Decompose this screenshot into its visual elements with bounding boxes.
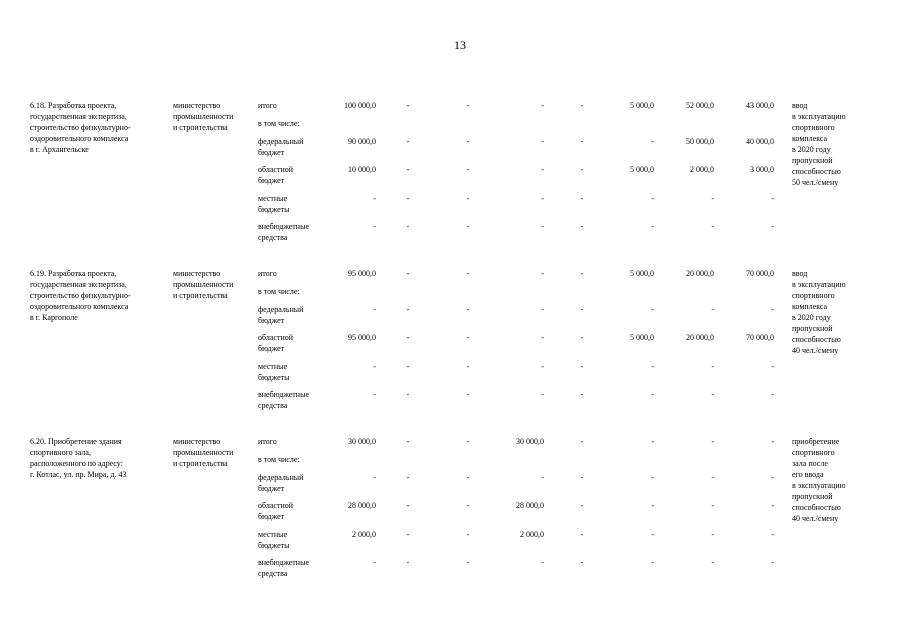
- funding-value: -: [466, 222, 470, 231]
- funding-value: 43 000,0: [746, 101, 774, 110]
- funding-value: -: [580, 194, 584, 203]
- funding-value: -: [466, 473, 470, 482]
- funding-value: -: [771, 501, 774, 510]
- funding-value: -: [711, 473, 714, 482]
- funding-source-label: федеральный бюджет: [258, 137, 304, 157]
- funding-source-label: внебюджетные средства: [258, 558, 309, 578]
- funding-value: -: [541, 269, 544, 278]
- funding-value: -: [466, 333, 470, 342]
- funding-value: -: [373, 305, 376, 314]
- funding-value: 30 000,0: [348, 437, 376, 446]
- funding-value: -: [466, 305, 470, 314]
- funding-value: -: [541, 194, 544, 203]
- funding-value: -: [406, 437, 410, 446]
- executor: министерство промышленности и строительства: [173, 269, 234, 300]
- funding-value: -: [541, 305, 544, 314]
- funding-value: -: [580, 437, 584, 446]
- funding-value: -: [541, 558, 544, 567]
- funding-value: -: [466, 165, 470, 174]
- funding-value: -: [373, 473, 376, 482]
- funding-value: -: [541, 333, 544, 342]
- funding-value: -: [406, 101, 410, 110]
- funding-value: -: [771, 194, 774, 203]
- funding-value: -: [711, 530, 714, 539]
- funding-value: -: [406, 194, 410, 203]
- funding-value: -: [771, 362, 774, 371]
- funding-value: -: [406, 269, 410, 278]
- executor: министерство промышленности и строительства: [173, 101, 234, 132]
- funding-source-label: итого: [258, 269, 277, 278]
- funding-value: -: [771, 305, 774, 314]
- funding-value: -: [711, 222, 714, 231]
- funding-value: -: [466, 501, 470, 510]
- funding-value: 52 000,0: [686, 101, 714, 110]
- funding-value: -: [651, 390, 654, 399]
- funding-value: -: [406, 362, 410, 371]
- funding-source-label: областной бюджет: [258, 165, 294, 185]
- funding-value: -: [651, 437, 654, 446]
- funding-source-label: в том числе:: [258, 119, 300, 128]
- funding-value: -: [466, 362, 470, 371]
- funding-value: -: [541, 137, 544, 146]
- funding-source-label: в том числе:: [258, 455, 300, 464]
- funding-value: -: [651, 222, 654, 231]
- funding-value: -: [771, 222, 774, 231]
- funding-value: -: [466, 558, 470, 567]
- funding-value: -: [406, 222, 410, 231]
- funding-value: -: [466, 269, 470, 278]
- funding-value: -: [711, 362, 714, 371]
- funding-value: -: [771, 437, 774, 446]
- funding-value: -: [541, 390, 544, 399]
- funding-value: -: [466, 437, 470, 446]
- funding-value: -: [580, 473, 584, 482]
- funding-value: 95 000,0: [348, 269, 376, 278]
- funding-source-label: федеральный бюджет: [258, 305, 304, 325]
- funding-value: -: [771, 390, 774, 399]
- funding-value: -: [651, 137, 654, 146]
- measure-title: 6.19. Разработка проекта, государственная экспертиза, строительство физкультурно- оздоровительного комплекса в г. Каргополе: [30, 269, 131, 322]
- funding-value: -: [541, 473, 544, 482]
- funding-value: -: [711, 305, 714, 314]
- funding-value: -: [406, 305, 410, 314]
- funding-value: 28 000,0: [348, 501, 376, 510]
- funding-value: -: [651, 305, 654, 314]
- page-number: 13: [454, 38, 466, 52]
- funding-value: -: [580, 530, 584, 539]
- funding-value: -: [406, 501, 410, 510]
- funding-value: 70 000,0: [746, 269, 774, 278]
- funding-value: -: [651, 501, 654, 510]
- funding-value: -: [466, 530, 470, 539]
- funding-value: -: [541, 362, 544, 371]
- funding-value: -: [373, 222, 376, 231]
- funding-value: 100 000,0: [344, 101, 376, 110]
- funding-value: 70 000,0: [746, 333, 774, 342]
- funding-value: -: [711, 437, 714, 446]
- funding-value: -: [771, 558, 774, 567]
- funding-source-label: местные бюджеты: [258, 530, 290, 550]
- funding-value: -: [406, 333, 410, 342]
- funding-value: -: [580, 222, 584, 231]
- funding-value: 2 000,0: [520, 530, 544, 539]
- funding-value: 90 000,0: [348, 137, 376, 146]
- funding-value: 10 000,0: [348, 165, 376, 174]
- funding-value: 40 000,0: [746, 137, 774, 146]
- expected-result: ввод в эксплуатацию спортивного комплекса в 2020 году пропускной способностью 40 чел./смену: [792, 269, 846, 355]
- funding-value: -: [711, 558, 714, 567]
- expected-result: ввод в эксплуатацию спортивного комплекса в 2020 году пропускной способностью 50 чел./смену: [792, 101, 846, 187]
- funding-value: -: [373, 558, 376, 567]
- funding-value: 20 000,0: [686, 333, 714, 342]
- measure-title: 6.20. Приобретение здания спортивного зала, расположенного по адресу: г. Котлас, ул. пр. Мира, д. 43: [30, 437, 127, 479]
- funding-value: -: [406, 165, 410, 174]
- funding-value: -: [580, 165, 584, 174]
- funding-value: -: [541, 165, 544, 174]
- executor: министерство промышленности и строительства: [173, 437, 234, 468]
- funding-value: -: [651, 194, 654, 203]
- funding-value: 5 000,0: [630, 165, 654, 174]
- funding-value: -: [580, 137, 584, 146]
- funding-value: -: [651, 558, 654, 567]
- funding-value: -: [406, 390, 410, 399]
- funding-value: -: [406, 558, 410, 567]
- funding-value: -: [466, 137, 470, 146]
- funding-value: 2 000,0: [690, 165, 714, 174]
- funding-value: -: [711, 501, 714, 510]
- funding-value: -: [406, 137, 410, 146]
- funding-value: -: [771, 530, 774, 539]
- funding-value: -: [373, 362, 376, 371]
- funding-value: 28 000,0: [516, 501, 544, 510]
- funding-value: -: [406, 530, 410, 539]
- funding-source-label: областной бюджет: [258, 501, 294, 521]
- funding-value: -: [651, 362, 654, 371]
- funding-value: -: [711, 194, 714, 203]
- funding-source-label: местные бюджеты: [258, 362, 290, 382]
- funding-source-label: внебюджетные средства: [258, 390, 309, 410]
- funding-source-label: в том числе:: [258, 287, 300, 296]
- funding-value: -: [651, 530, 654, 539]
- funding-value: -: [373, 390, 376, 399]
- funding-source-label: итого: [258, 101, 277, 110]
- funding-value: -: [580, 362, 584, 371]
- funding-value: 5 000,0: [630, 101, 654, 110]
- funding-value: 20 000,0: [686, 269, 714, 278]
- funding-value: 50 000,0: [686, 137, 714, 146]
- funding-value: -: [580, 333, 584, 342]
- funding-value: -: [541, 101, 544, 110]
- funding-value: -: [466, 194, 470, 203]
- funding-value: -: [466, 101, 470, 110]
- funding-source-label: местные бюджеты: [258, 194, 290, 214]
- funding-value: -: [466, 390, 470, 399]
- funding-source-label: итого: [258, 437, 277, 446]
- funding-value: 5 000,0: [630, 333, 654, 342]
- funding-value: 3 000,0: [750, 165, 774, 174]
- funding-source-label: внебюджетные средства: [258, 222, 309, 242]
- funding-value: -: [580, 101, 584, 110]
- funding-value: -: [771, 473, 774, 482]
- funding-value: 5 000,0: [630, 269, 654, 278]
- funding-value: -: [541, 222, 544, 231]
- funding-value: -: [580, 305, 584, 314]
- funding-value: -: [580, 390, 584, 399]
- funding-value: 95 000,0: [348, 333, 376, 342]
- funding-value: 30 000,0: [516, 437, 544, 446]
- funding-value: 2 000,0: [352, 530, 376, 539]
- funding-value: -: [580, 558, 584, 567]
- funding-value: -: [651, 473, 654, 482]
- expected-result: приобретение спортивного зала после его ввода в эксплуатацию пропускной способностью 40 чел./смену: [792, 437, 846, 523]
- funding-source-label: федеральный бюджет: [258, 473, 304, 493]
- measure-title: 6.18. Разработка проекта, государственная экспертиза, строительство физкультурно- оздоровительного комплекса в г. Архангельске: [30, 101, 131, 154]
- funding-source-label: областной бюджет: [258, 333, 294, 353]
- funding-value: -: [373, 194, 376, 203]
- funding-value: -: [580, 501, 584, 510]
- funding-value: -: [406, 473, 410, 482]
- funding-value: -: [580, 269, 584, 278]
- funding-value: -: [711, 390, 714, 399]
